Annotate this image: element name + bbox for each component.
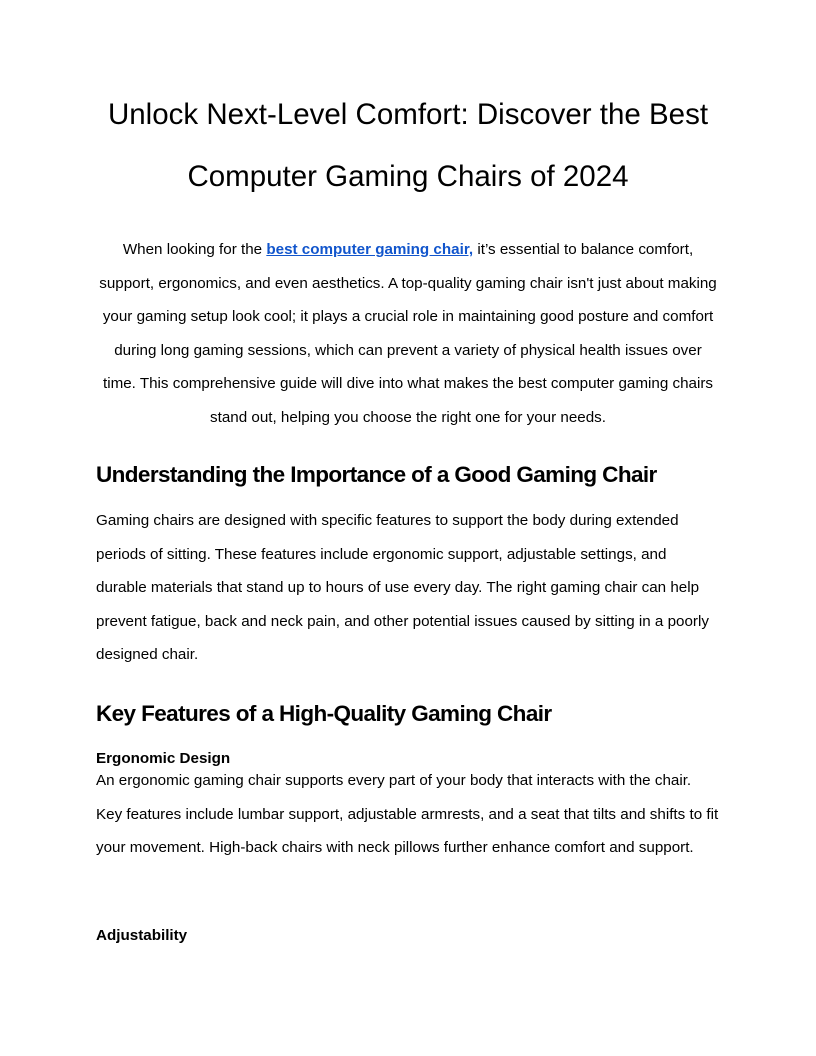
intro-paragraph (96, 233, 720, 435)
intro-text-before-link: When looking for the (122, 241, 267, 258)
section-heading-importance: Understanding the Importance of a Good Gaming Chair (96, 462, 657, 487)
body-ergonomic-design: An ergonomic gaming chair supports every part of your body that interacts with the chair. Key features include lumbar support, adjustable armrests, and a seat that tilts and shifts to fit your movement. High-back chairs with neck pillows further enhance comfort and support. (96, 772, 719, 857)
section-body-importance: Gaming chairs are designed with specific features to support the body during extended periods of sitting. These features include ergonomic support, adjustable settings, and durable materials that stand up to hours of use every day. The right gaming chair can help prevent fatigue, back and neck pain, and other potential issues caused by sitting in a poorly designed chair. (96, 512, 709, 664)
subheading-ergonomic-design: Ergonomic Design (96, 750, 231, 767)
document-title: Unlock Next-Level Comfort: Discover the Best Computer Gaming Chairs of 2024 (107, 98, 709, 193)
section-heading-key-features: Key Features of a High-Quality Gaming Chair (96, 701, 552, 726)
subheading-adjustability: Adjustability (96, 927, 188, 944)
best-gaming-chair-link[interactable]: best computer gaming chair, (266, 241, 474, 258)
intro-text-after-link: it’s essential to balance comfort, support, ergonomics, and even aesthetics. A top-quality gaming chair isn't just about making your gaming setup look cool; it plays a crucial role in maintaining good posture and comfort during long gaming sessions, which can prevent a variety of physical health issues over time. This comprehensive guide will dive into what makes the best computer gaming chairs stand out, helping you choose the right one for your needs. (99, 241, 717, 426)
